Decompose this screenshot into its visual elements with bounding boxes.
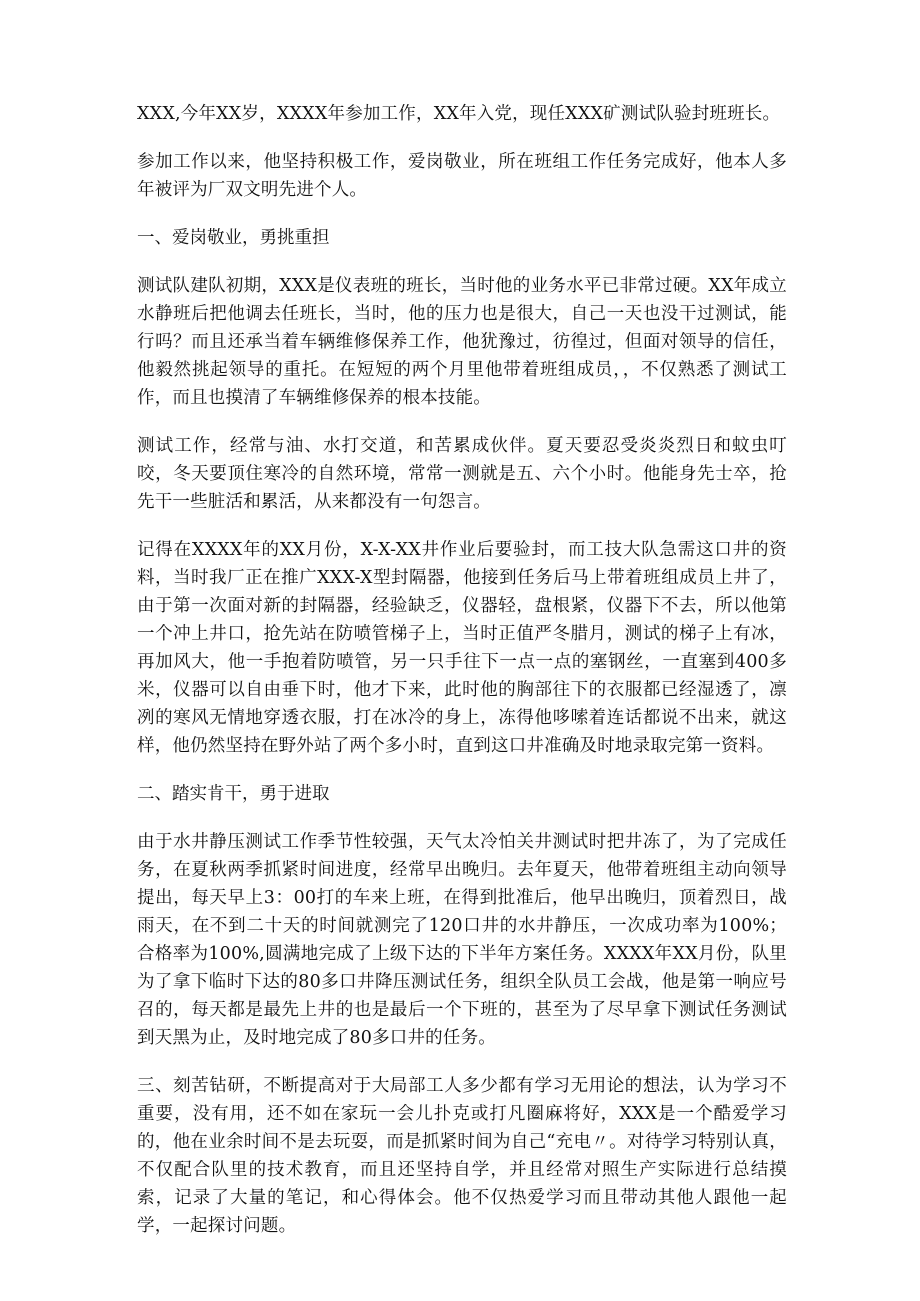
paragraph-summary: 参加工作以来，他坚持积极工作，爱岗敬业，所在班组工作任务完成好，他本人多年被评为厂双文明先进个人。 (137, 152, 787, 200)
paragraph-section2: 由于水井静压测试工作季节性较强，天气太冷怕关井测试时把井冻了，为了完成任务，在夏秋两季抓紧时间进度，经常早出晚归。去年夏天，他带着班组主动向领导提出，每天早上3：00打的车来上班，在得到批准后，他早出晚归，顶着烈日，战雨天，在不到二十天的时间就测完了120口井的水井静压，一次成功率为100%；合格率为100%,圆满地完成了上级下达的下半年方案任务。XXXX年XX月份，队里为了拿下临时下达的80多口井降压测试任务，组织全队员工会战，他是第一响应号召的，每天都是最先上井的也是最后一个下班的，甚至为了尽早拿下测试任务测试到天黑为止，及时地完成了80多口井的任务。 (137, 832, 787, 1048)
section-heading-1: 一、爱岗敬业，勇挑重担 (137, 228, 330, 248)
section-heading-2: 二、踏实肯干，勇于进取 (137, 784, 330, 804)
paragraph-section1-c: 记得在XXXX年的XX月份，X-X-XX井作业后要验封，而工技大队急需这口井的资料，当时我厂正在推广XXX-X型封隔器，他接到任务后马上带着班组成员上井了，由于第一次面对新的封隔器，经验缺乏，仪器轻，盘根紧，仪器下不去，所以他第一个冲上井口，抢先站在防喷管梯子上，当时正值严冬腊月，测试的梯子上有冰，再加风大，他一手抱着防喷管，另一只手往下一点一点的塞钢丝，一直塞到400多米，仪器可以自由垂下时，他才下来，此时他的胸部往下的衣服都已经湿透了，凛冽的寒风无情地穿透衣服，打在冰冷的身上，冻得他哆嗦着连话都说不出来，就这样，他仍然坚持在野外站了两个多小时，直到这口井准确及时地录取完第一资料。 (137, 540, 787, 756)
document-body (137, 100, 787, 1260)
paragraph-section1-b: 测试工作，经常与油、水打交道，和苦累成伙伴。夏天要忍受炎炎烈日和蚊虫叮咬，冬天要顶住寒冷的自然环境，常常一测就是五、六个小时。他能身先士卒，抢先干一些脏活和累活，从来都没有一句怨言。 (137, 436, 787, 512)
paragraph-section3: 三、刻苦钻研，不断提高对于大局部工人多少都有学习无用论的想法，认为学习不重要，没有用，还不如在家玩一会儿扑克或打凡圈麻将好，XXX是一个酷爱学习的，他在业余时间不是去玩耍，而是抓紧时间为自己“充电〃。对待学习特别认真，不仅配合队里的技术教育，而且还坚持自学，并且经常对照生产实际进行总结摸索，记录了大量的笔记，和心得体会。他不仅热爱学习而且带动其他人跟他一起学，一起探讨问题。 (137, 1076, 787, 1236)
paragraph-intro: XXX,今年XX岁，XXXX年参加工作，XX年入党，现任XXX矿测试队验封班班长。 (137, 104, 781, 124)
paragraph-section1-a: 测试队建队初期，XXX是仪表班的班长，当时他的业务水平已非常过硬。XX年成立水静班后把他调去任班长，当时，他的压力也是很大，自己一天也没干过测试，能行吗？而且还承当着车辆维修保养工作，他犹豫过，彷徨过，但面对领导的信任，他毅然挑起领导的重托。在短短的两个月里他带着班组成员，，不仅熟悉了测试工作，而且也摸清了车辆维修保养的根本技能。 (137, 276, 787, 408)
